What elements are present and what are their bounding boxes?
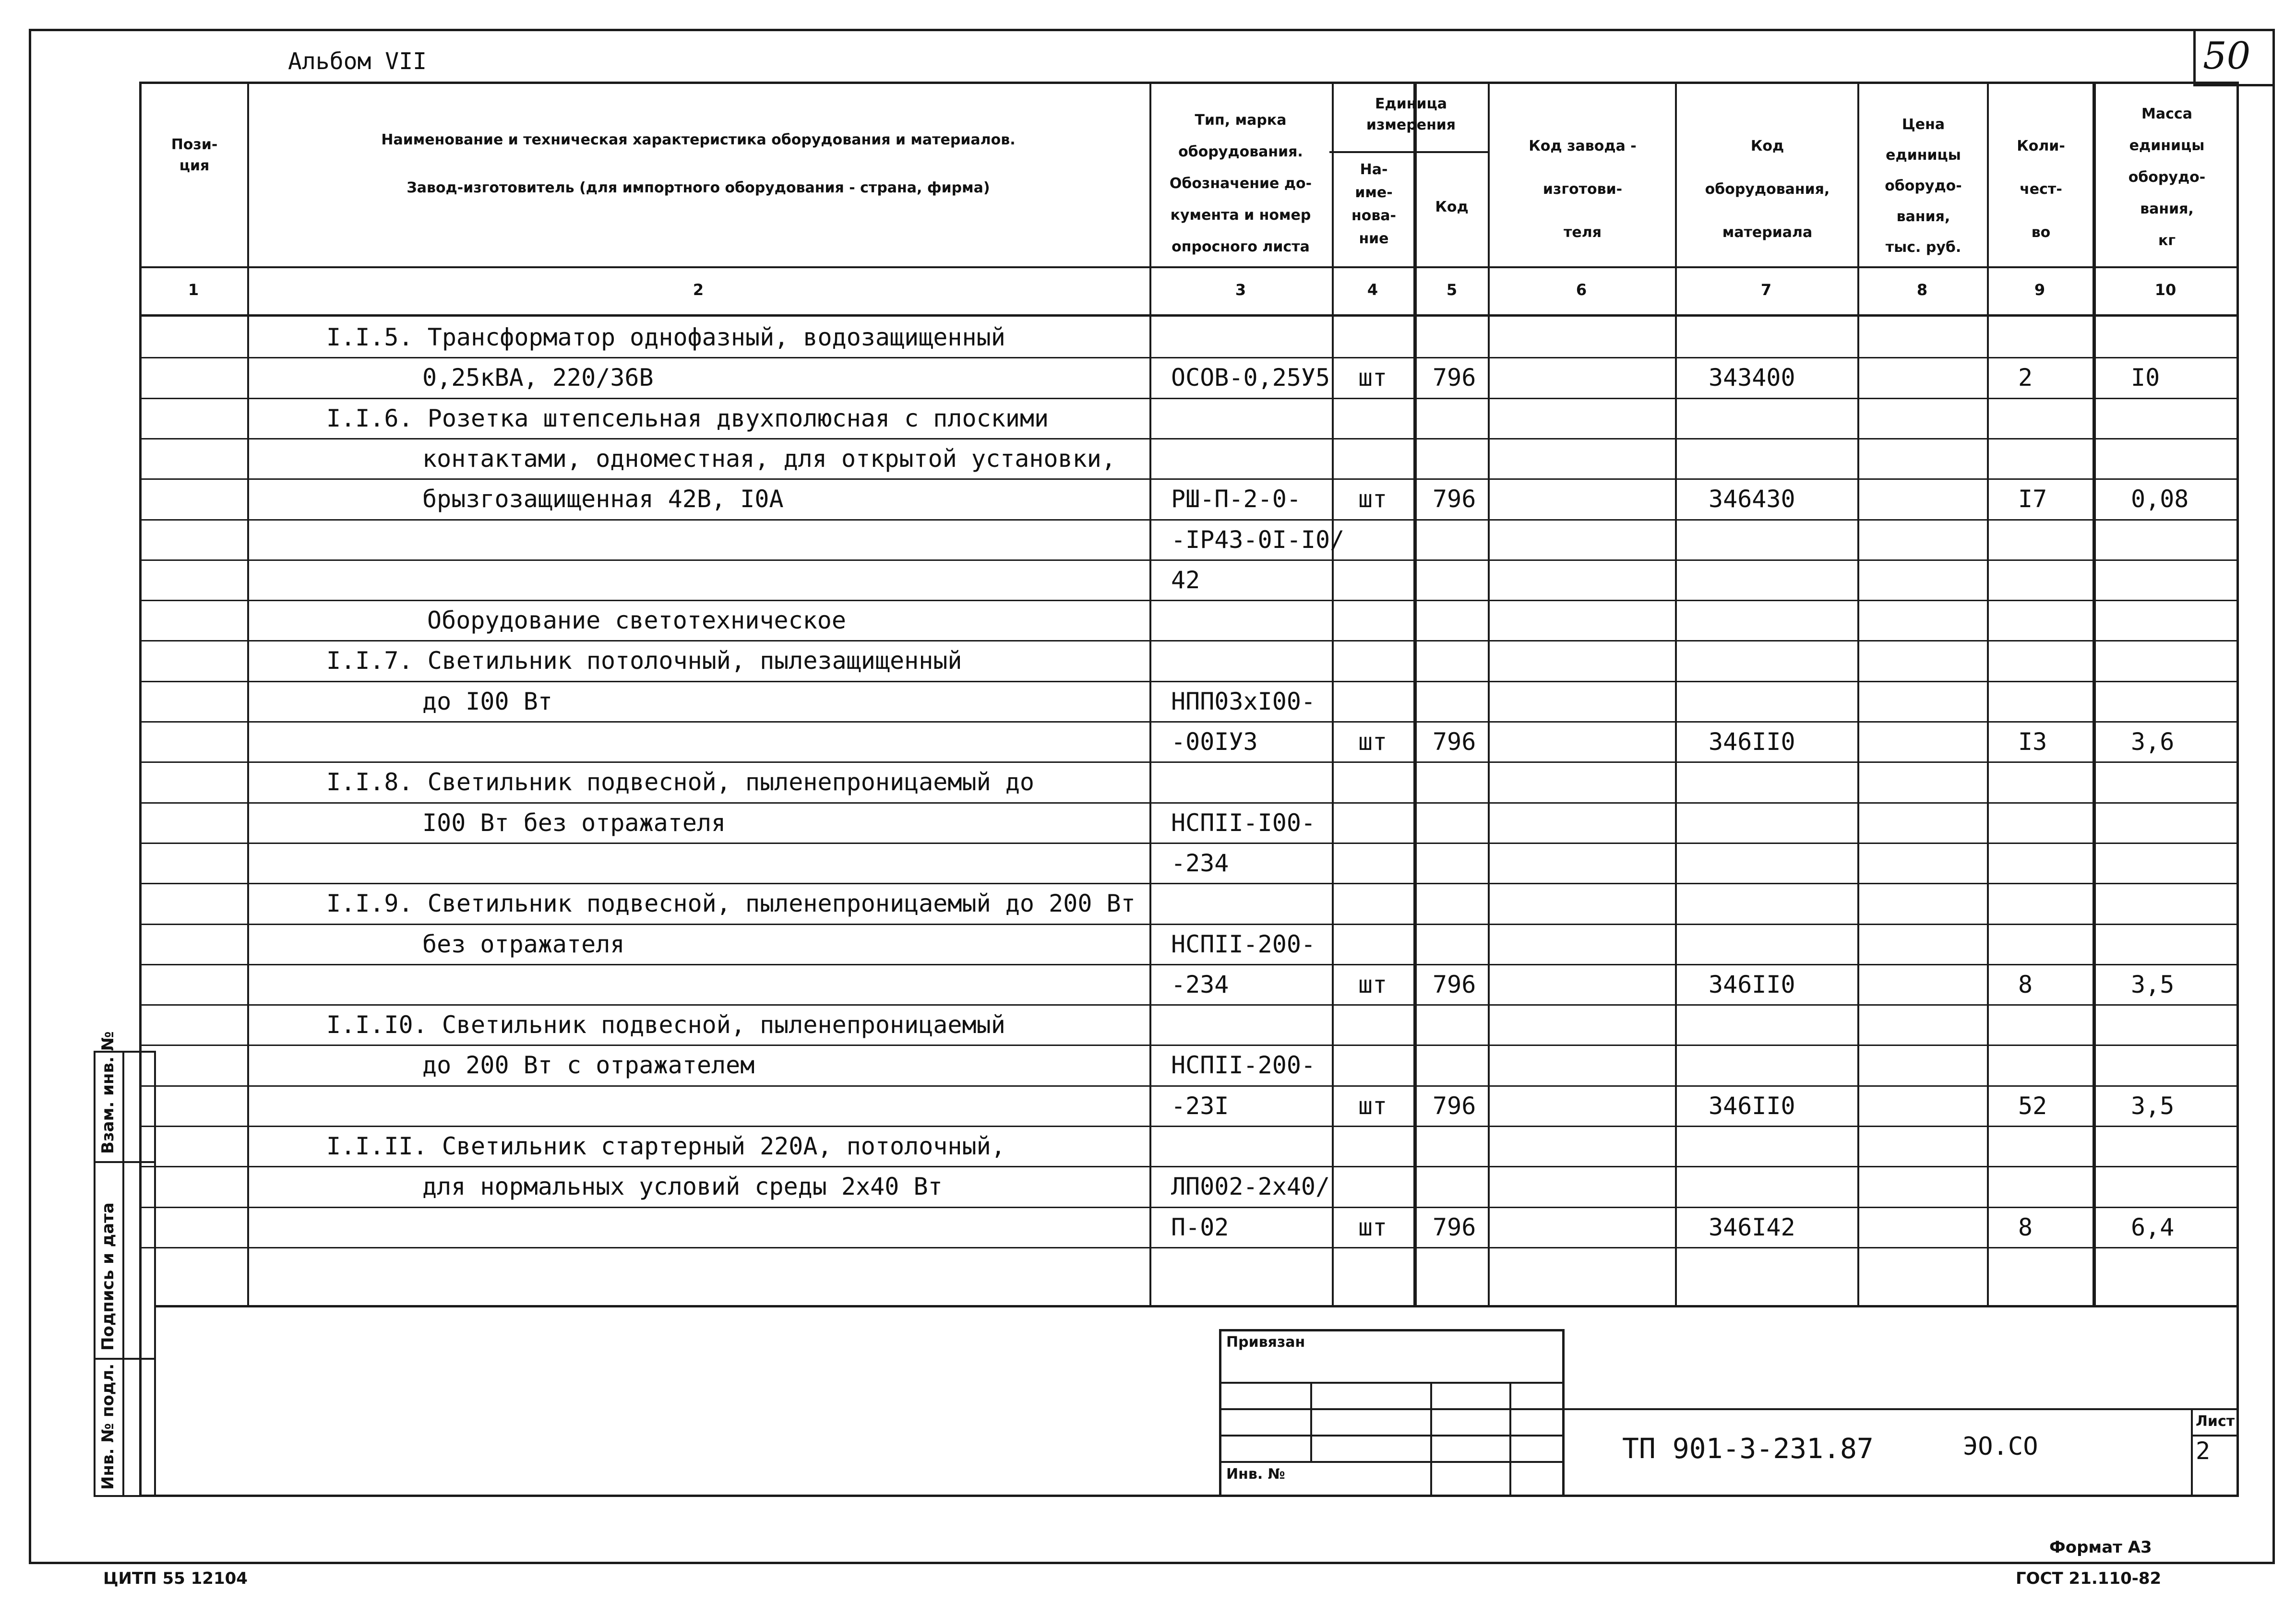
row-type: -00IУ3 (1171, 728, 1258, 756)
row-name: контактами, одноместная, для открытой установки, (422, 444, 1116, 473)
row-equipment-code: 343400 (1709, 364, 1795, 392)
row-name: I.I.6. Розетка штепсельная двухполюсная с плоскими (326, 404, 1049, 432)
hdr-name-line1: Наименование и техническая характеристика оборудования и материалов. (381, 131, 1016, 148)
doc-code: ТП 901-3-231.87 (1622, 1432, 1874, 1465)
page-number: 50 (2203, 35, 2251, 78)
inv-label: Инв. № (1226, 1466, 1285, 1483)
row-mass: I0 (2131, 364, 2160, 392)
row-type: -23I (1171, 1092, 1229, 1120)
attached-label: Привязан (1226, 1334, 1305, 1351)
row-name: без отражателя (422, 930, 625, 958)
column-number: 3 (1235, 281, 1246, 299)
side-inv-orig: Инв. № подл. (98, 1363, 118, 1490)
row-qty: 52 (2018, 1092, 2047, 1120)
doc-mark: ЭО.СО (1963, 1432, 2038, 1461)
row-unit: шт (1358, 728, 1387, 756)
row-unit-code: 796 (1433, 728, 1476, 756)
row-mass: 3,6 (2131, 728, 2175, 756)
row-type: -234 (1171, 970, 1229, 998)
row-type: РШ-П-2-0- (1171, 485, 1301, 513)
row-type: НСПII-I00- (1171, 808, 1316, 837)
row-equipment-code: 346II0 (1709, 970, 1795, 998)
hdr-type: Тип, марка оборудования. Обозначение до- кумента и номер опросного листа (1169, 112, 1312, 255)
side-inv-repl: Взам. инв. № (98, 1031, 118, 1154)
row-name: I.I.9. Светильник подвесной, пыленепроницаемый до 200 Вт (326, 890, 1136, 918)
row-type: НПП03хI00- (1171, 687, 1316, 715)
row-equipment-code: 346II0 (1709, 728, 1795, 756)
column-number: 7 (1760, 281, 1772, 299)
row-unit-code: 796 (1433, 1213, 1476, 1241)
row-type: ОСОВ-0,25У5 (1171, 364, 1330, 392)
column-number: 5 (1446, 281, 1458, 299)
row-unit: шт (1358, 1213, 1387, 1241)
row-equipment-code: 346II0 (1709, 1092, 1795, 1120)
row-mass: 0,08 (2131, 485, 2189, 513)
row-qty: 8 (2018, 1213, 2033, 1241)
row-unit-code: 796 (1433, 970, 1476, 998)
row-unit-code: 796 (1433, 1092, 1476, 1120)
row-name: до I00 Вт (422, 687, 552, 715)
sheet-number: 2 (2196, 1437, 2211, 1465)
hdr-price: Цена единицы оборудо- вания, тыс. руб. (1885, 116, 1962, 256)
hdr-name-line2: Завод-изготовитель (для импортного оборудования - страна, фирма) (407, 179, 990, 196)
row-qty: I3 (2018, 728, 2047, 756)
column-number: 4 (1367, 281, 1378, 299)
row-type: НСПII-200- (1171, 930, 1316, 958)
row-name: I.I.8. Светильник подвесной, пыленепроницаемый до (326, 768, 1035, 796)
row-name: брызгозащищенная 42В, I0А (422, 485, 784, 513)
row-name: I.I.5. Трансформатор однофазный, водозащищенный (326, 323, 1005, 351)
row-qty: I7 (2018, 485, 2047, 513)
column-number: 10 (2154, 281, 2176, 299)
row-type: ЛП002-2х40/ (1171, 1173, 1330, 1201)
row-equipment-code: 346430 (1709, 485, 1795, 513)
hdr-qty: Коли- чест- во (2017, 138, 2065, 241)
row-mass: 3,5 (2131, 970, 2175, 998)
hdr-unit-group: Единица измерения (1366, 95, 1456, 133)
row-name: до 200 Вт с отражателем (422, 1051, 755, 1080)
row-equipment-code: 346I42 (1709, 1213, 1795, 1241)
album-label: Альбом VII (288, 48, 427, 75)
row-name: I00 Вт без отражателя (422, 808, 726, 837)
footer-left: ЦИТП 55 12104 (103, 1569, 248, 1588)
row-unit: шт (1358, 485, 1387, 513)
column-number: 6 (1576, 281, 1587, 299)
row-unit: шт (1358, 1092, 1387, 1120)
hdr-unit-name: На- име- нова- ние (1351, 161, 1397, 247)
row-name: Оборудование светотехническое (427, 606, 846, 635)
hdr-equipment-code: Код оборудования, материала (1705, 138, 1830, 241)
column-number: 1 (188, 281, 199, 299)
footer-gost: ГОСТ 21.110-82 (2016, 1569, 2162, 1588)
hdr-position: Пози- ция (171, 136, 218, 174)
row-qty: 8 (2018, 970, 2033, 998)
row-type: -234 (1171, 849, 1229, 877)
column-number: 2 (693, 281, 704, 299)
hdr-mass: Масса единицы оборудо- вания, кг (2128, 106, 2206, 249)
row-type: -IP43-0I-I0/ (1171, 525, 1345, 554)
hdr-factory-code: Код завода - изготови- теля (1529, 138, 1637, 241)
row-type: НСПII-200- (1171, 1051, 1316, 1080)
row-name: 0,25кВА, 220/36В (422, 364, 654, 392)
row-name: для нормальных условий среды 2х40 Вт (422, 1173, 943, 1201)
row-unit-code: 796 (1433, 364, 1476, 392)
column-number: 8 (1916, 281, 1928, 299)
row-type: 42 (1171, 566, 1200, 594)
row-unit-code: 796 (1433, 485, 1476, 513)
row-unit: шт (1358, 970, 1387, 998)
hdr-unit-code: Код (1435, 199, 1469, 215)
row-mass: 3,5 (2131, 1092, 2175, 1120)
row-name: I.I.I0. Светильник подвесной, пыленепроницаемый (326, 1011, 1005, 1039)
row-type: П-02 (1171, 1213, 1229, 1241)
row-unit: шт (1358, 364, 1387, 392)
side-signature: Подпись и дата (98, 1202, 118, 1351)
row-name: I.I.7. Светильник потолочный, пылезащищенный (326, 647, 962, 675)
sheet-label: Лист (2196, 1413, 2235, 1430)
row-name: I.I.II. Светильник стартерный 220А, потолочный, (326, 1132, 1005, 1160)
footer-format: Формат А3 (2049, 1538, 2152, 1557)
row-qty: 2 (2018, 364, 2033, 392)
row-mass: 6,4 (2131, 1213, 2175, 1241)
column-number: 9 (2034, 281, 2045, 299)
